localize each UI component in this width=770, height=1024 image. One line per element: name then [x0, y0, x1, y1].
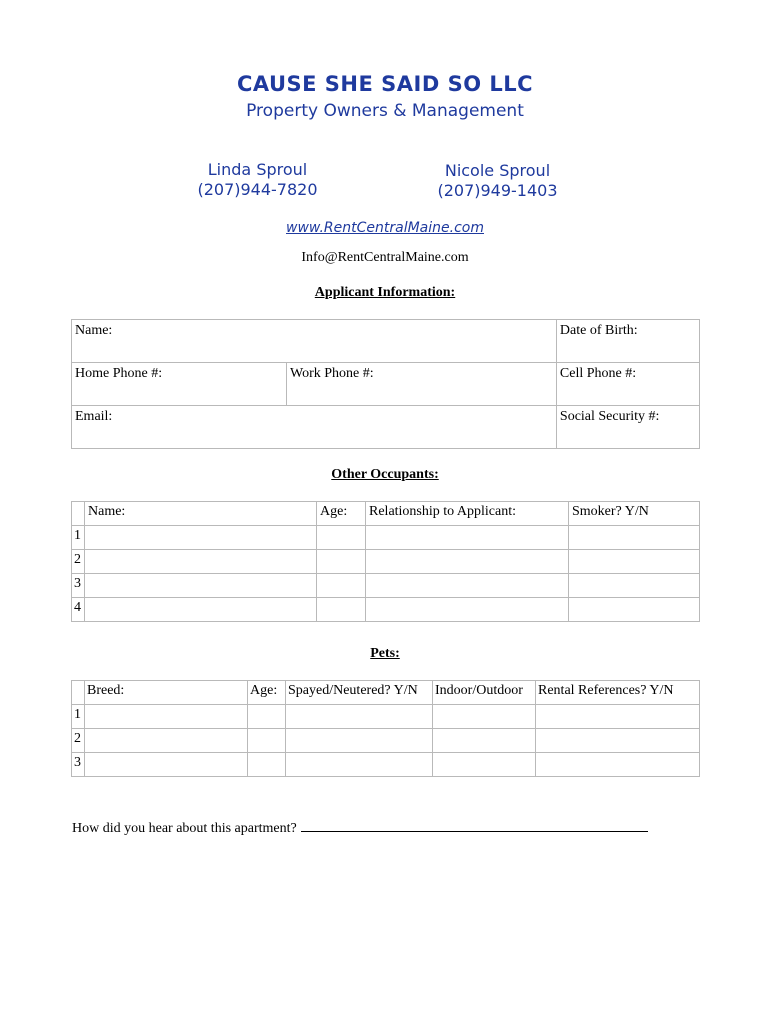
occupant-name-cell[interactable] [85, 550, 317, 574]
row-number: 4 [72, 598, 85, 622]
pet-references-cell[interactable] [536, 753, 700, 777]
home-phone-label: Home Phone #: [75, 366, 163, 381]
row-number: 2 [72, 729, 85, 753]
name-label: Name: [75, 323, 113, 338]
table-row [72, 705, 700, 729]
dob-field[interactable] [556, 320, 699, 363]
table-row [72, 526, 700, 550]
referral-answer-line[interactable] [301, 817, 648, 832]
company-tagline: Property Owners & Management [246, 101, 524, 121]
pet-age-cell[interactable] [248, 705, 286, 729]
company-name: CAUSE SHE SAID SO LLC [236, 72, 534, 96]
column-header: Age: [317, 502, 366, 526]
pet-breed-cell[interactable] [85, 753, 248, 777]
cell-phone-field[interactable] [556, 363, 699, 406]
contact-phone: (207)944-7820 [197, 180, 318, 199]
column-header: Name: [85, 502, 317, 526]
occupant-smoker-cell[interactable] [569, 574, 700, 598]
column-header: Rental References? Y/N [536, 681, 700, 705]
pet-age-cell[interactable] [248, 729, 286, 753]
table-row [72, 574, 700, 598]
column-header: Age: [248, 681, 286, 705]
occupant-age-cell[interactable] [317, 598, 366, 622]
pet-references-cell[interactable] [536, 729, 700, 753]
table-row [72, 753, 700, 777]
email-link[interactable]: Info@RentCentralMaine.com [301, 250, 469, 265]
applicant-info-table [71, 319, 700, 449]
name-field[interactable] [72, 320, 557, 363]
column-header: Smoker? Y/N [569, 502, 700, 526]
occupant-age-cell[interactable] [317, 574, 366, 598]
occupants-section-title: Other Occupants: [331, 467, 439, 482]
applicant-section-title: Applicant Information: [314, 285, 456, 300]
pet-indoor-outdoor-cell[interactable] [433, 705, 536, 729]
contact-name: Nicole Sproul [444, 161, 551, 180]
contact-phone: (207)949-1403 [437, 181, 558, 200]
occupant-relationship-cell[interactable] [366, 526, 569, 550]
pet-indoor-outdoor-cell[interactable] [433, 729, 536, 753]
contact-name: Linda Sproul [207, 160, 308, 179]
email-label: Email: [75, 409, 113, 424]
column-header: Breed: [85, 681, 248, 705]
website-link[interactable]: www.RentCentralMaine.com [286, 220, 484, 236]
contact-nicole [435, 161, 560, 201]
row-number: 3 [72, 574, 85, 598]
pet-spayed-cell[interactable] [286, 705, 433, 729]
occupant-smoker-cell[interactable] [569, 598, 700, 622]
email-field[interactable] [72, 406, 557, 449]
pet-indoor-outdoor-cell[interactable] [433, 753, 536, 777]
pets-section-title: Pets: [370, 646, 400, 661]
column-header: Indoor/Outdoor [433, 681, 536, 705]
row-number-header [72, 502, 85, 526]
occupant-age-cell[interactable] [317, 550, 366, 574]
column-header: Relationship to Applicant: [366, 502, 569, 526]
work-phone-label: Work Phone #: [290, 366, 374, 381]
column-header: Spayed/Neutered? Y/N [286, 681, 433, 705]
occupants-table [71, 501, 700, 622]
occupant-smoker-cell[interactable] [569, 550, 700, 574]
table-row [72, 729, 700, 753]
pet-spayed-cell[interactable] [286, 753, 433, 777]
table-row [72, 598, 700, 622]
row-number-header [72, 681, 85, 705]
pet-age-cell[interactable] [248, 753, 286, 777]
table-header-row [72, 681, 700, 705]
occupant-age-cell[interactable] [317, 526, 366, 550]
occupant-smoker-cell[interactable] [569, 526, 700, 550]
ssn-field[interactable] [556, 406, 699, 449]
occupant-relationship-cell[interactable] [366, 550, 569, 574]
table-row [72, 550, 700, 574]
occupant-relationship-cell[interactable] [366, 598, 569, 622]
pet-breed-cell[interactable] [85, 705, 248, 729]
ssn-label: Social Security #: [559, 409, 660, 424]
home-phone-field[interactable] [72, 363, 287, 406]
table-header-row [72, 502, 700, 526]
occupant-name-cell[interactable] [85, 526, 317, 550]
occupant-name-cell[interactable] [85, 598, 317, 622]
cell-phone-label: Cell Phone #: [559, 366, 637, 381]
dob-label: Date of Birth: [559, 323, 638, 338]
row-number: 3 [72, 753, 85, 777]
pet-breed-cell[interactable] [85, 729, 248, 753]
pet-references-cell[interactable] [536, 705, 700, 729]
row-number: 2 [72, 550, 85, 574]
referral-question-label: How did you hear about this apartment? [72, 821, 297, 836]
row-number: 1 [72, 705, 85, 729]
pets-table [71, 680, 700, 777]
occupant-name-cell[interactable] [85, 574, 317, 598]
occupant-relationship-cell[interactable] [366, 574, 569, 598]
referral-question [72, 817, 648, 837]
pet-spayed-cell[interactable] [286, 729, 433, 753]
row-number: 1 [72, 526, 85, 550]
work-phone-field[interactable] [287, 363, 557, 406]
contact-linda [195, 160, 320, 200]
